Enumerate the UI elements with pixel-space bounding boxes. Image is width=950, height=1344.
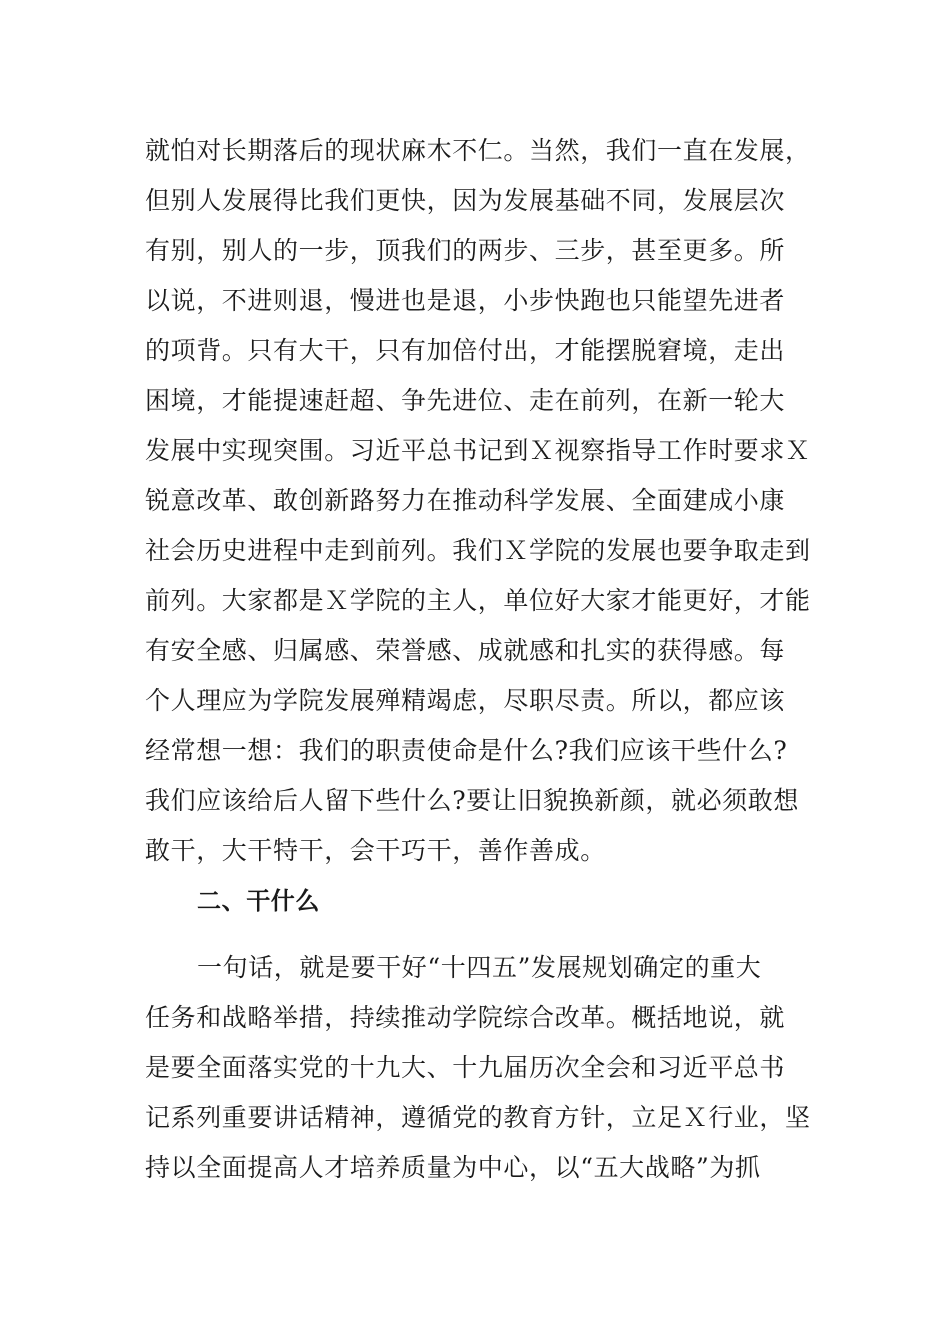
paragraph-line: 任务和战略举措，持续推动学院综合改革。概括地说，就: [145, 1003, 786, 1032]
paragraph-line: 以说，不进则退，慢进也是退，小步快跑也只能望先进者: [145, 286, 786, 315]
paragraph-line: 有别，别人的一步，顶我们的两步、三步，甚至更多。所: [145, 236, 786, 265]
spacer: [145, 926, 810, 943]
paragraph-line: 敢干，大干特干，会干巧干，善作善成。: [145, 836, 606, 865]
paragraph-line: 前列。大家都是Ｘ学院的主人，单位好大家才能更好，才能: [145, 586, 811, 615]
document-body: [145, 126, 810, 1193]
paragraph-line: 社会历史进程中走到前列。我们Ｘ学院的发展也要争取走到: [145, 536, 811, 565]
paragraph-line: 持以全面提高人才培养质量为中心，以“五大战略”为抓: [145, 1153, 761, 1182]
paragraph-1: [145, 126, 810, 876]
paragraph-line: 困境，才能提速赶超、争先进位、走在前列，在新一轮大: [145, 386, 786, 415]
paragraph-2: [145, 943, 810, 1193]
paragraph-line: 是要全面落实党的十九大、十九届历次全会和习近平总书: [145, 1053, 786, 1082]
paragraph-line: 个人理应为学院发展殚精竭虑，尽职尽责。所以，都应该: [145, 686, 786, 715]
paragraph-line: 但别人发展得比我们更快，因为发展基础不同，发展层次: [145, 186, 786, 215]
paragraph-line: 记系列重要讲话精神，遵循党的教育方针，立足Ｘ行业，坚: [145, 1103, 811, 1132]
paragraph-line: 有安全感、归属感、荣誉感、成就感和扎实的获得感。每: [145, 636, 786, 665]
section-heading: 二、干什么: [197, 887, 320, 915]
paragraph-line: 经常想一想：我们的职责使命是什么?我们应该干些什么?: [145, 736, 788, 765]
paragraph-line: 就怕对长期落后的现状麻木不仁。当然，我们一直在发展，: [145, 136, 811, 165]
paragraph-line: 我们应该给后人留下些什么?要让旧貌换新颜，就必须敢想: [145, 786, 800, 815]
paragraph-line: 发展中实现突围。习近平总书记到Ｘ视察指导工作时要求Ｘ: [145, 436, 811, 465]
paragraph-line: 锐意改革、敢创新路努力在推动科学发展、全面建成小康: [145, 486, 786, 515]
paragraph-line: 的项背。只有大干，只有加倍付出，才能摆脱窘境，走出: [145, 336, 786, 365]
paragraph-line: 一句话，就是要干好“十四五”发展规划确定的重大: [197, 953, 762, 982]
